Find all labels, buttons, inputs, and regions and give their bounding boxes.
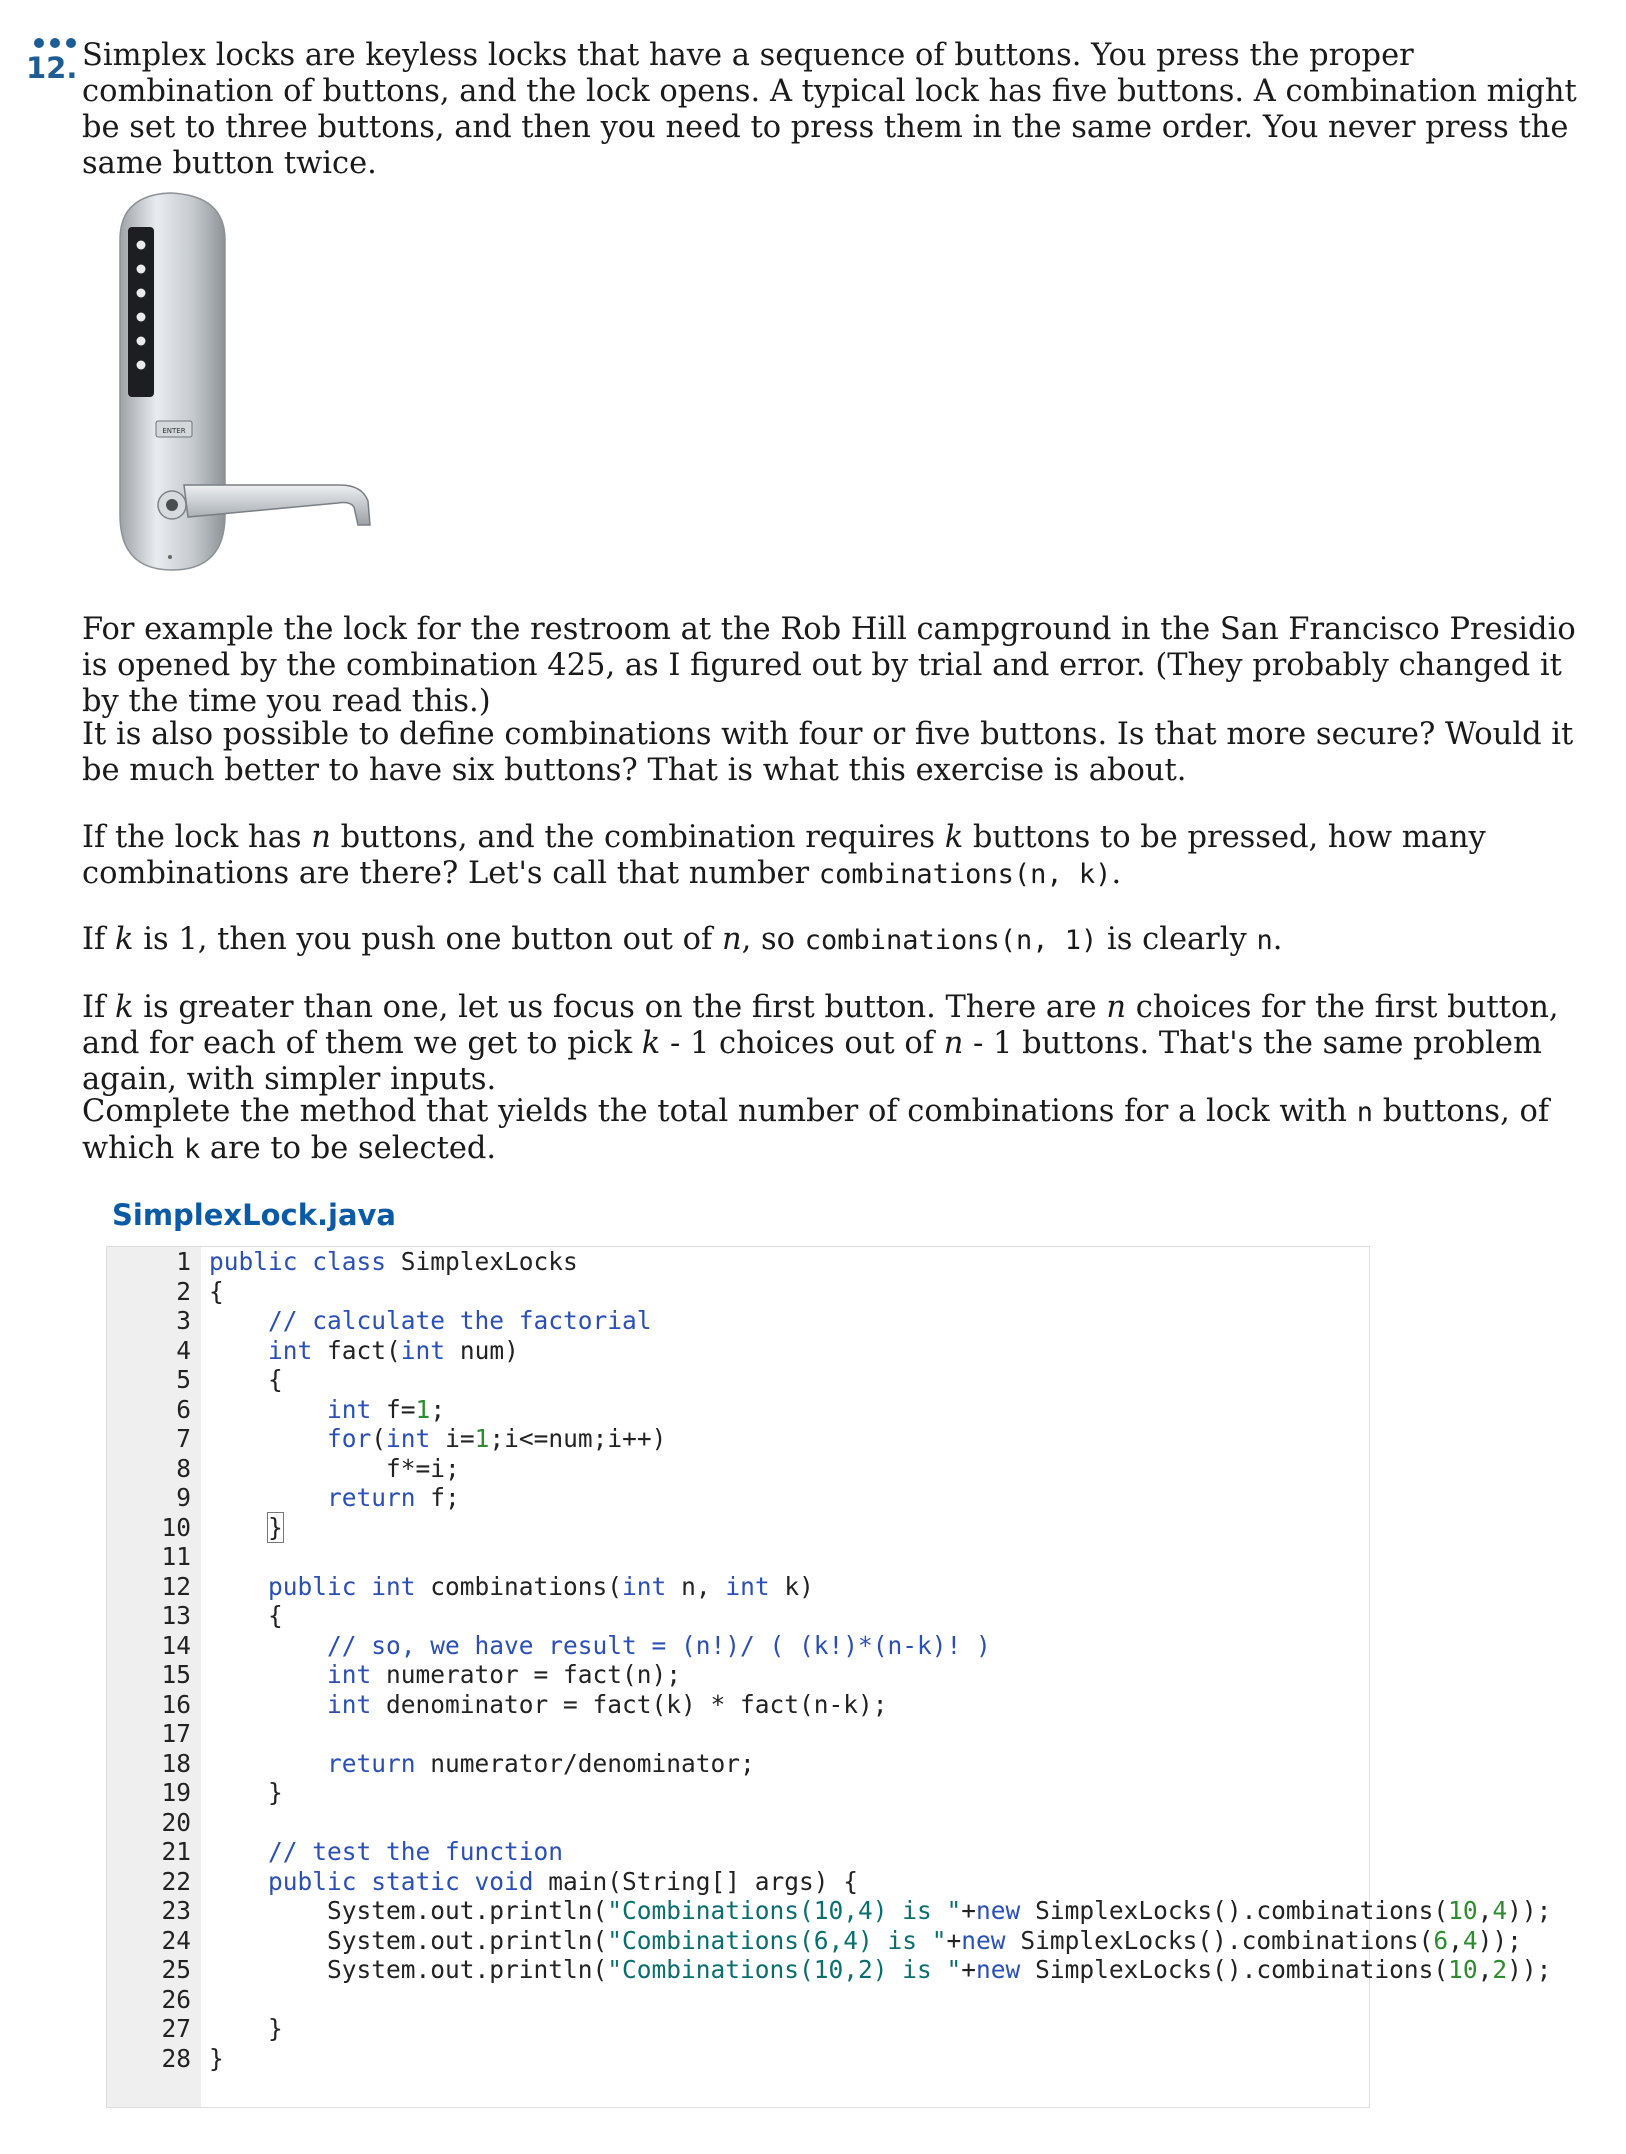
line-number: 11 [161,1542,191,1571]
code-line [107,1513,1369,1543]
line-number: 20 [161,1807,191,1837]
code-text: } [209,2014,283,2043]
code-text: public class SimplexLocks [209,1247,578,1276]
line-number: 28 [161,2043,191,2073]
line-number: 14 [161,1630,191,1660]
code-editor[interactable] [106,1246,1552,2108]
code-line [107,1896,1552,1926]
code-line [107,1808,1369,1838]
code-line [107,1690,1369,1720]
line-number: 4 [176,1335,191,1365]
question-header [26,38,82,85]
code-text: System.out.println("Combinations(6,4) is "+new SimplexLocks().combinations(6,4)); [209,1925,1522,1955]
code-line [107,1572,1369,1602]
code-text: int fact(int num) [268,1335,519,1365]
code-text: System.out.println("Combinations(10,4) is "+new SimplexLocks().combinations(10,4)); [209,1896,1552,1925]
code-line [107,1601,1369,1631]
code-text: // so, we have result = (n!)/ ( (k!)*(n-k)! ) [327,1630,991,1660]
line-number: 16 [161,1689,191,1719]
code-line [107,1749,1369,1779]
code-line [107,1277,1369,1307]
code-text: int numerator = fact(n); [327,1660,682,1689]
line-number: 21 [161,1837,191,1866]
code-line [107,1542,1369,1572]
code-text: public static void main(String[] args) { [268,1866,859,1896]
line-number: 19 [161,1778,191,1807]
code-file-title: SimplexLock.java [112,1198,396,1232]
code-line [107,2014,1369,2044]
line-number: 5 [176,1365,191,1394]
code-line [107,1778,1369,1808]
code-line [107,1365,1369,1395]
code-line [107,1925,1522,1956]
code-line [107,1247,1369,1277]
question-intro: Simplex locks are keyless locks that have a sequence of buttons. You press the proper combination of buttons, and the lock opens. A typical lock has five buttons. A combination might be set to three buttons, and then you need to press them in the same order. You never press the same button twice. [82,38,1577,181]
question-number: 12. [26,51,78,85]
line-number: 10 [161,1512,191,1542]
line-number: 26 [161,1984,191,2014]
code-text: return numerator/denominator; [327,1748,755,1778]
line-number: 22 [161,1866,191,1896]
code-text: int f=1; [327,1394,446,1424]
code-line [107,1837,1369,1867]
line-number: 6 [176,1394,191,1424]
definition-paragraph: If the lock has n buttons, and the combination requires k buttons to be pressed, how many combinations are there? Let's call that number combinations(n, k). [82,820,1486,891]
code-text: } [209,2043,224,2073]
line-number: 18 [161,1748,191,1778]
code-line [107,1395,1369,1425]
line-number: 27 [161,2014,191,2043]
task-paragraph: Complete the method that yields the total number of combinations for a lock with n buttons, of which k are to be selected. [82,1094,1550,1166]
code-line [107,1955,1552,1985]
code-text: return f; [327,1483,460,1512]
code-line [107,1454,1369,1484]
line-number: 24 [161,1925,191,1955]
code-text: // test the function [268,1837,564,1866]
code-text: int denominator = fact(k) * fact(n-k); [327,1689,888,1719]
security-paragraph: It is also possible to define combinations with four or five buttons. Is that more secure? Would it be much better to have six buttons? That is what this exercise is about. [82,717,1574,788]
code-text: public int combinations(int n, int k) [268,1571,814,1601]
example-paragraph: For example the lock for the restroom at the Rob Hill campground in the San Francisco Presidio is opened by the combination 425, as I figured out by trial and error. (They probably changed it by the time you read this.) [82,612,1576,719]
line-number: 13 [161,1601,191,1630]
line-number: 3 [176,1306,191,1335]
line-number: 2 [176,1276,191,1306]
code-text: f*=i; [209,1453,460,1483]
code-line [107,2044,1369,2074]
line-number: 15 [161,1660,191,1689]
code-text: { [209,1601,283,1630]
code-text: } [209,1778,283,1807]
code-line [107,1336,1369,1366]
simplex-lock-image [100,185,390,575]
code-text: } [268,1512,283,1542]
combinations-code: combinations(n, k) [818,859,1112,890]
code-line [107,1483,1369,1513]
line-number: 1 [176,1247,191,1276]
code-text: { [209,1276,224,1306]
line-number: 7 [176,1424,191,1453]
code-line [107,1306,1369,1336]
line-number: 12 [161,1571,191,1601]
line-number: 25 [161,1955,191,1984]
code-lines [107,1247,1552,2073]
line-number: 17 [161,1719,191,1748]
base-case-paragraph: If k is 1, then you push one button out of n, so combinations(n, 1) is clearly n. [82,922,1283,957]
more-options-icon[interactable] [34,38,82,48]
code-line [107,1867,1369,1897]
code-text: System.out.println("Combinations(10,2) is "+new SimplexLocks().combinations(10,2)); [209,1955,1552,1984]
line-number: 8 [176,1453,191,1483]
line-number: 23 [161,1896,191,1925]
code-line [107,1660,1369,1690]
line-number: 9 [176,1483,191,1512]
recursive-case-paragraph: If k is greater than one, let us focus on the first button. There are n choices for the first button, and for each of them we get to pick k - 1 choices out of n - 1 buttons. That's the same problem again, with simpler inputs. [82,990,1559,1097]
code-text: // calculate the factorial [268,1306,652,1335]
code-text: for(int i=1;i<=num;i++) [327,1424,667,1453]
code-line [107,1985,1369,2015]
code-line [107,1424,1369,1454]
code-line [107,1631,1369,1661]
code-text: { [209,1365,283,1394]
code-line [107,1719,1369,1749]
enter-button-label: ENTER [162,427,186,435]
